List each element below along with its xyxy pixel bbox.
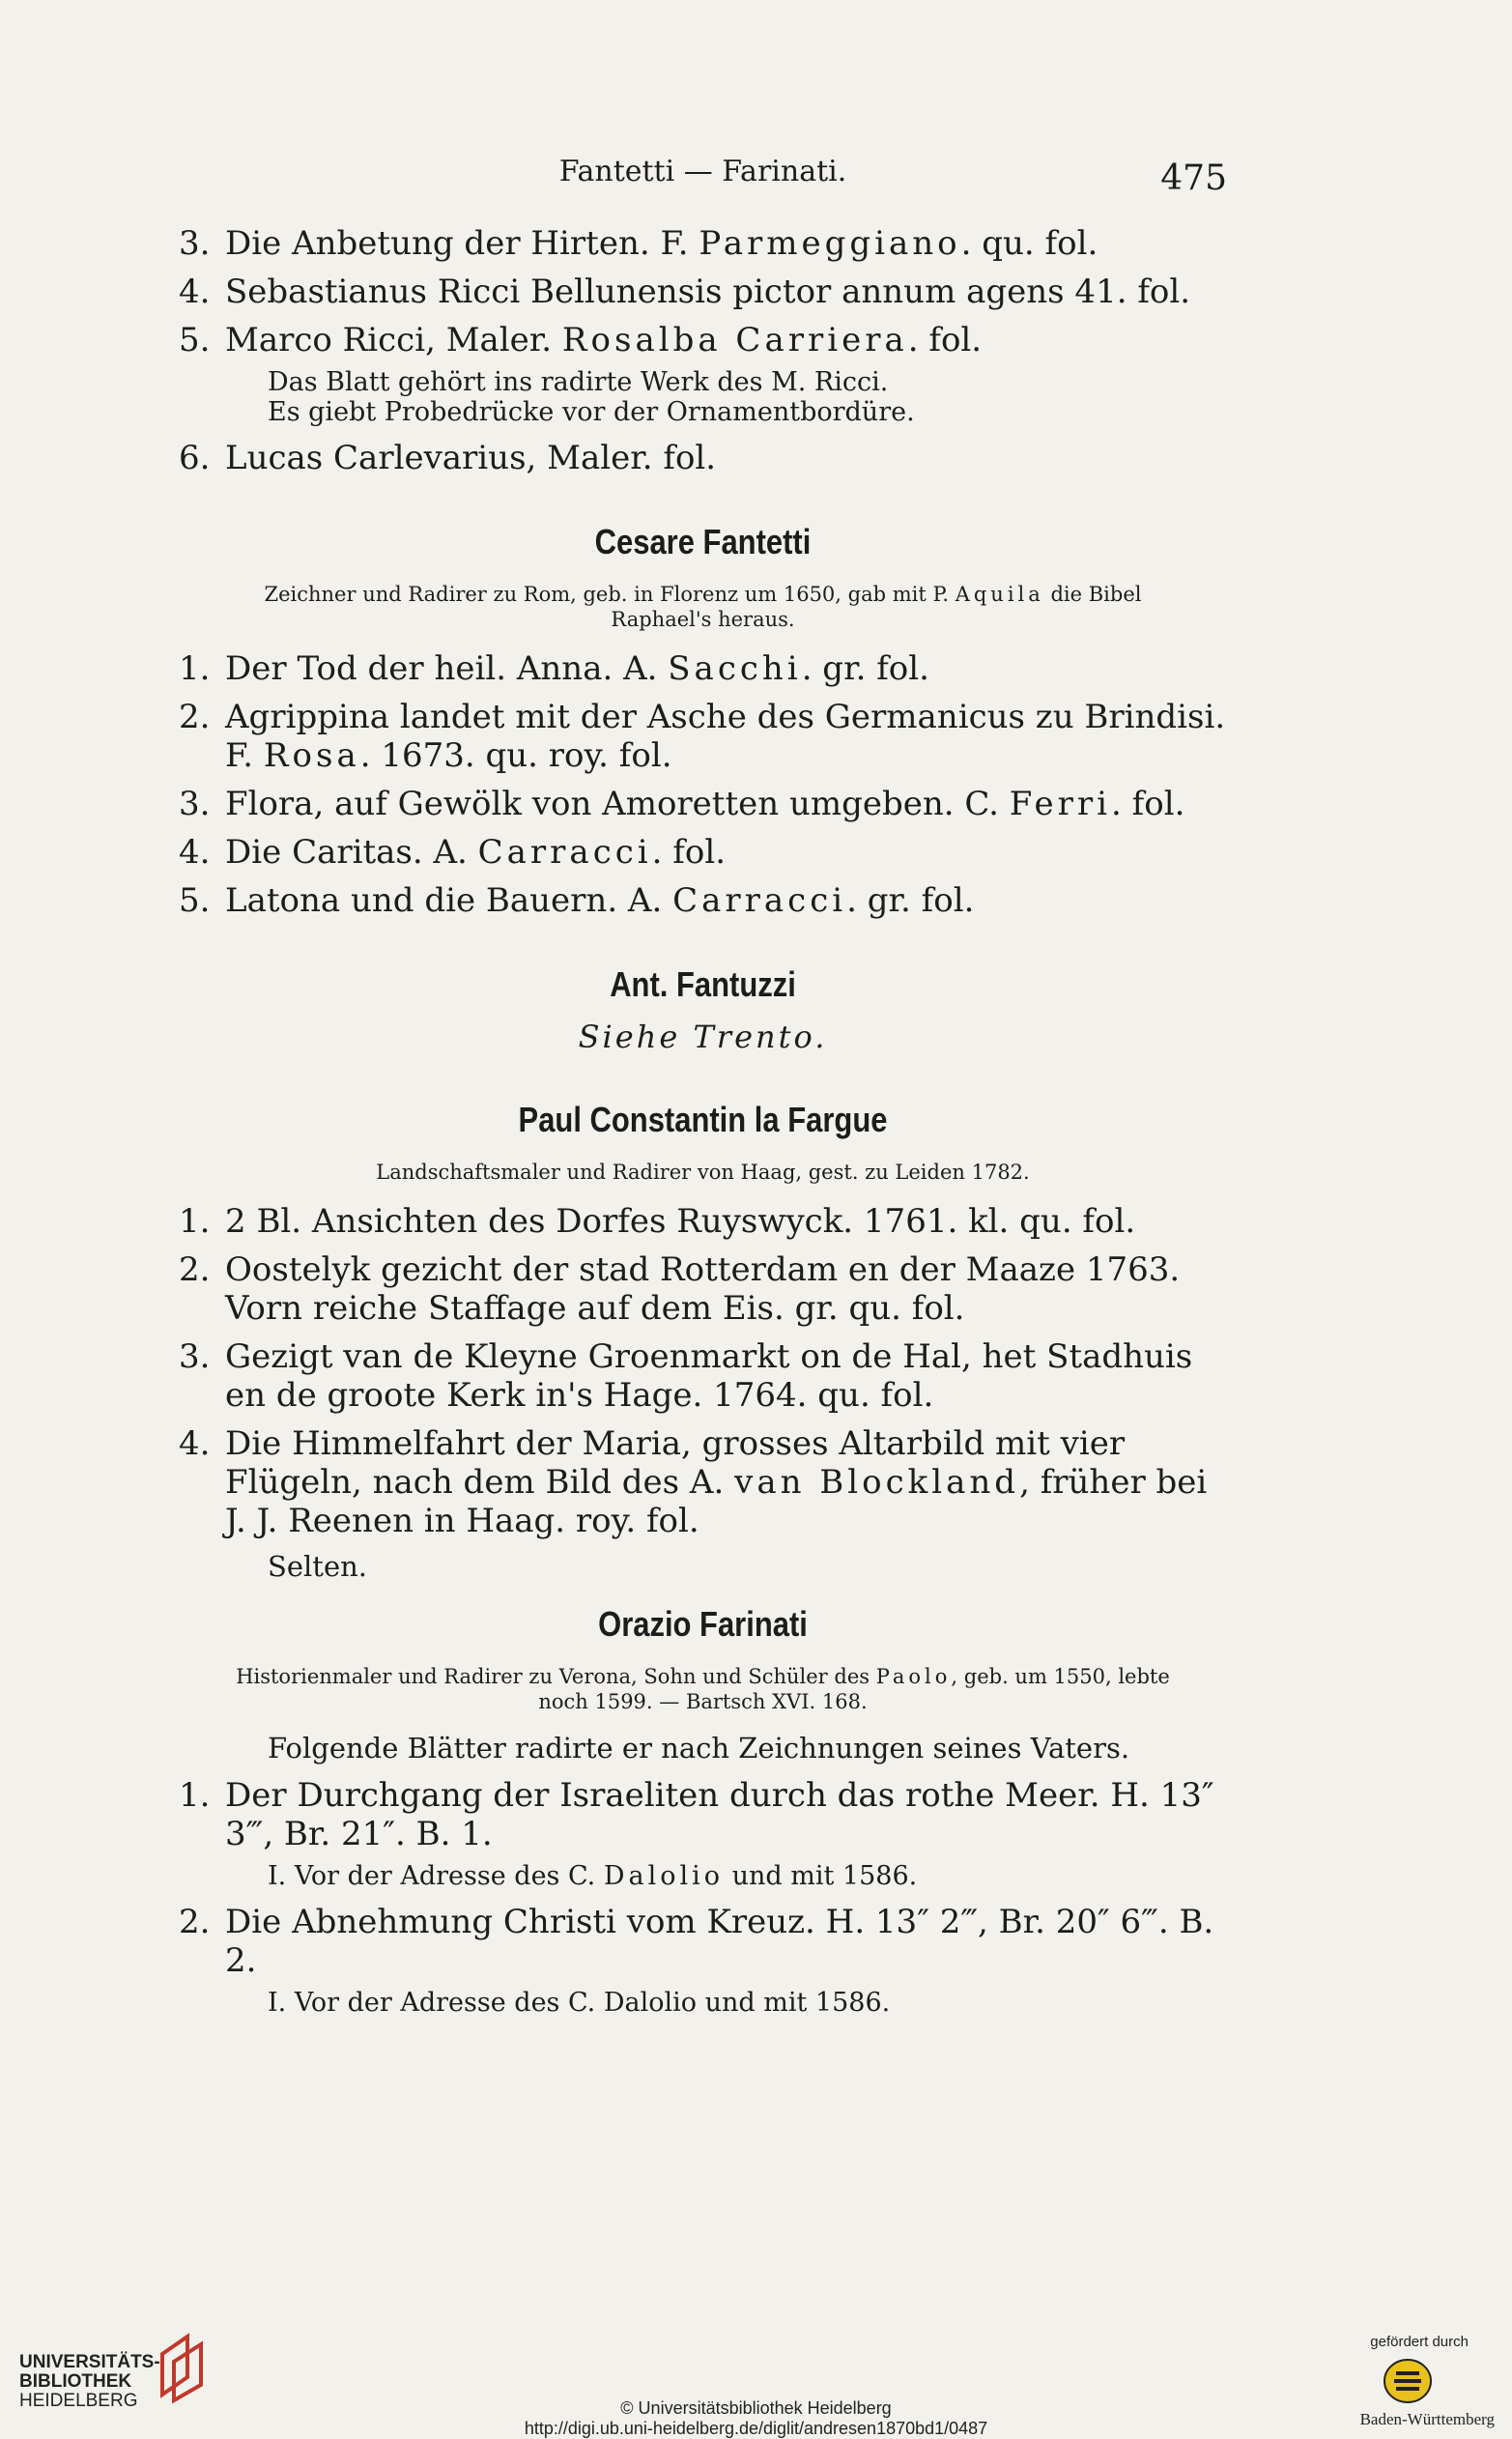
entry-text: 2 Bl. Ansichten des Dorfes Ruyswyck. 1761. kl. qu. fol. <box>225 1202 1136 1241</box>
entry-text: Die Caritas. A. <box>225 833 478 872</box>
entry-text-rest: . 1673. qu. roy. fol. <box>359 736 672 775</box>
bio-spaced-name: Paolo <box>875 1665 952 1688</box>
entry-text-rest: . gr. fol. <box>846 881 975 920</box>
entry-number: 1. <box>179 1202 211 1241</box>
catalog-entry <box>179 439 1227 477</box>
artist-bio: Landschaftsmaler und Radirer von Haag, gest. zu Leiden 1782. <box>376 1161 1030 1184</box>
entry-text: Gezigt van de Kleyne Groenmarkt on de Hal, het Stadhuis en de groote Kerk in's Hage. 1764. qu. fol. <box>225 1337 1193 1415</box>
bio-text: , geb. um 1550, lebte noch 1599. — Bartsch XVI. 168. <box>538 1665 1170 1713</box>
artist-heading: Cesare Fantetti <box>594 522 812 561</box>
catalog-entry <box>179 1337 1227 1415</box>
artist-spaced: Rosa <box>263 736 360 775</box>
catalog-entry <box>179 833 1227 872</box>
artist-spaced: Sacchi <box>668 649 802 688</box>
catalog-entry <box>179 224 1227 263</box>
entry-number: 5. <box>179 881 211 920</box>
entry-text: Die Abnehmung Christi vom Kreuz. H. 13″ 2‴, Br. 20″ 6‴. B. 2. <box>225 1903 1214 1980</box>
entry-number: 4. <box>179 1424 211 1463</box>
catalog-entry <box>179 321 1227 359</box>
entry-text-rest: . qu. fol. <box>960 224 1098 263</box>
page-header <box>179 153 1227 201</box>
entry-text: Flora, auf Gewölk von Amoretten umgeben. C. <box>225 785 1010 823</box>
entry-number: 2. <box>179 1250 211 1289</box>
entry-number: 3. <box>179 224 211 263</box>
funded-by-label: gefördert durch <box>1370 2334 1469 2350</box>
entry-note: Das Blatt gehört ins radirte Werk des M. Ricci. <box>268 367 889 397</box>
entry-text: Der Durchgang der Israeliten durch das rothe Meer. H. 13″ 3‴, Br. 21″. B. 1. <box>225 1776 1214 1853</box>
entry-text: Der Tod der heil. Anna. A. <box>225 649 669 688</box>
note-spaced-name: Dalolio <box>603 1861 725 1891</box>
entry-number: 1. <box>179 1776 211 1815</box>
page-content <box>179 224 1227 2029</box>
library-name-line: UNIVERSITÄTS- <box>19 2352 160 2372</box>
artist-heading: Paul Constantin la Fargue <box>518 1100 888 1139</box>
catalog-entry <box>179 698 1227 775</box>
catalog-entry <box>179 1424 1227 1540</box>
entry-text-rest: . fol. <box>907 321 983 359</box>
entry-note: Selten. <box>268 1550 368 1583</box>
entry-note: I. Vor der Adresse des C. Dalolio und mit 1586. <box>268 1988 891 2018</box>
catalog-entry <box>179 1903 1227 1980</box>
digitization-footer <box>0 2319 1512 2438</box>
library-name-line: HEIDELBERG <box>19 2391 138 2411</box>
entry-number: 6. <box>179 439 211 477</box>
artist-spaced: van Blockland <box>734 1463 1020 1502</box>
entry-text: Latona und die Bauern. A. <box>225 881 673 920</box>
section-intro: Folgende Blätter radirte er nach Zeichnungen seines Vaters. <box>268 1732 1130 1765</box>
entry-number: 5. <box>179 321 211 359</box>
artist-bio <box>227 582 1179 632</box>
entry-text: Sebastianus Ricci Bellunensis pictor annum agens 41. fol. <box>225 273 1191 311</box>
artist-spaced: Parmeggiano <box>699 224 961 263</box>
entry-text: Lucas Carlevarius, Maler. fol. <box>225 439 717 477</box>
entry-note <box>179 1859 1227 1893</box>
catalog-entry <box>179 881 1227 920</box>
entry-text: Oostelyk gezicht der stad Rotterdam en der Maaze 1763. Vorn reiche Staffage auf dem Eis. gr. qu. fol. <box>225 1250 1181 1328</box>
library-logo-icon <box>155 2327 213 2404</box>
page-number: 475 <box>1160 158 1227 198</box>
catalog-entry <box>179 1776 1227 1853</box>
library-name-line: BIBLIOTHEK <box>19 2371 132 2392</box>
copyright-text: © Universitätsbibliothek Heidelberg <box>620 2398 892 2418</box>
bio-text: die Bibel Raphael's heraus. <box>611 583 1142 631</box>
entry-text: Die Himmelfahrt der Maria, grosses Altarbild mit vier Flügeln, nach dem Bild des A. <box>225 1424 1126 1502</box>
copyright-notice <box>0 2398 1512 2439</box>
permalink-url[interactable]: http://digi.ub.uni-heidelberg.de/diglit/andresen1870bd1/0487 <box>524 2419 988 2438</box>
bio-text: Historienmaler und Radirer zu Verona, Sohn und Schüler des <box>236 1665 876 1688</box>
note-text: I. Vor der Adresse des C. <box>268 1861 604 1891</box>
artist-heading: Orazio Farinati <box>598 1604 808 1644</box>
bio-text: Zeichner und Radirer zu Rom, geb. in Florenz um 1650, gab mit P. <box>264 583 956 606</box>
entry-number: 2. <box>179 1903 211 1941</box>
entry-number: 2. <box>179 698 211 736</box>
entry-number: 3. <box>179 785 211 823</box>
artist-spaced: Ferri <box>1009 785 1112 823</box>
catalog-entry <box>179 649 1227 688</box>
entry-text: Marco Ricci, Maler. <box>225 321 562 359</box>
catalog-entry <box>179 785 1227 823</box>
running-title: Fantetti — Farinati. <box>558 155 847 188</box>
cross-reference: Siehe Trento. <box>578 1019 828 1055</box>
baden-wuerttemberg-crest-icon <box>1383 2356 1433 2406</box>
entry-number: 3. <box>179 1337 211 1376</box>
artist-bio <box>227 1664 1179 1714</box>
entry-text-rest: . gr. fol. <box>801 649 929 688</box>
catalog-entry <box>179 1250 1227 1328</box>
artist-spaced: Rosalba Carriera <box>561 321 908 359</box>
entry-text: Agrippina landet mit der Asche des Germanicus zu Brindisi. F. <box>225 698 1226 775</box>
catalog-entry <box>179 273 1227 311</box>
entry-number: 4. <box>179 833 211 872</box>
artist-spaced: Carracci <box>672 881 847 920</box>
bio-spaced-name: Aquila <box>955 583 1044 606</box>
entry-text-rest: . fol. <box>651 833 727 872</box>
entry-number: 1. <box>179 649 211 688</box>
artist-spaced: Carracci <box>477 833 652 872</box>
entry-text: Die Anbetung der Hirten. F. <box>225 224 699 263</box>
funder-name: Baden-Württemberg <box>1359 2410 1495 2428</box>
entry-text-rest: . fol. <box>1111 785 1185 823</box>
entry-text-rest: , früher bei J. J. Reenen in Haag. roy. fol. <box>225 1463 1208 1540</box>
note-text: und mit 1586. <box>724 1861 918 1891</box>
entry-note: Es giebt Probedrücke vor der Ornamentbordüre. <box>268 397 915 427</box>
catalog-entry <box>179 1202 1227 1241</box>
entry-number: 4. <box>179 273 211 311</box>
artist-heading: Ant. Fantuzzi <box>610 964 796 1004</box>
